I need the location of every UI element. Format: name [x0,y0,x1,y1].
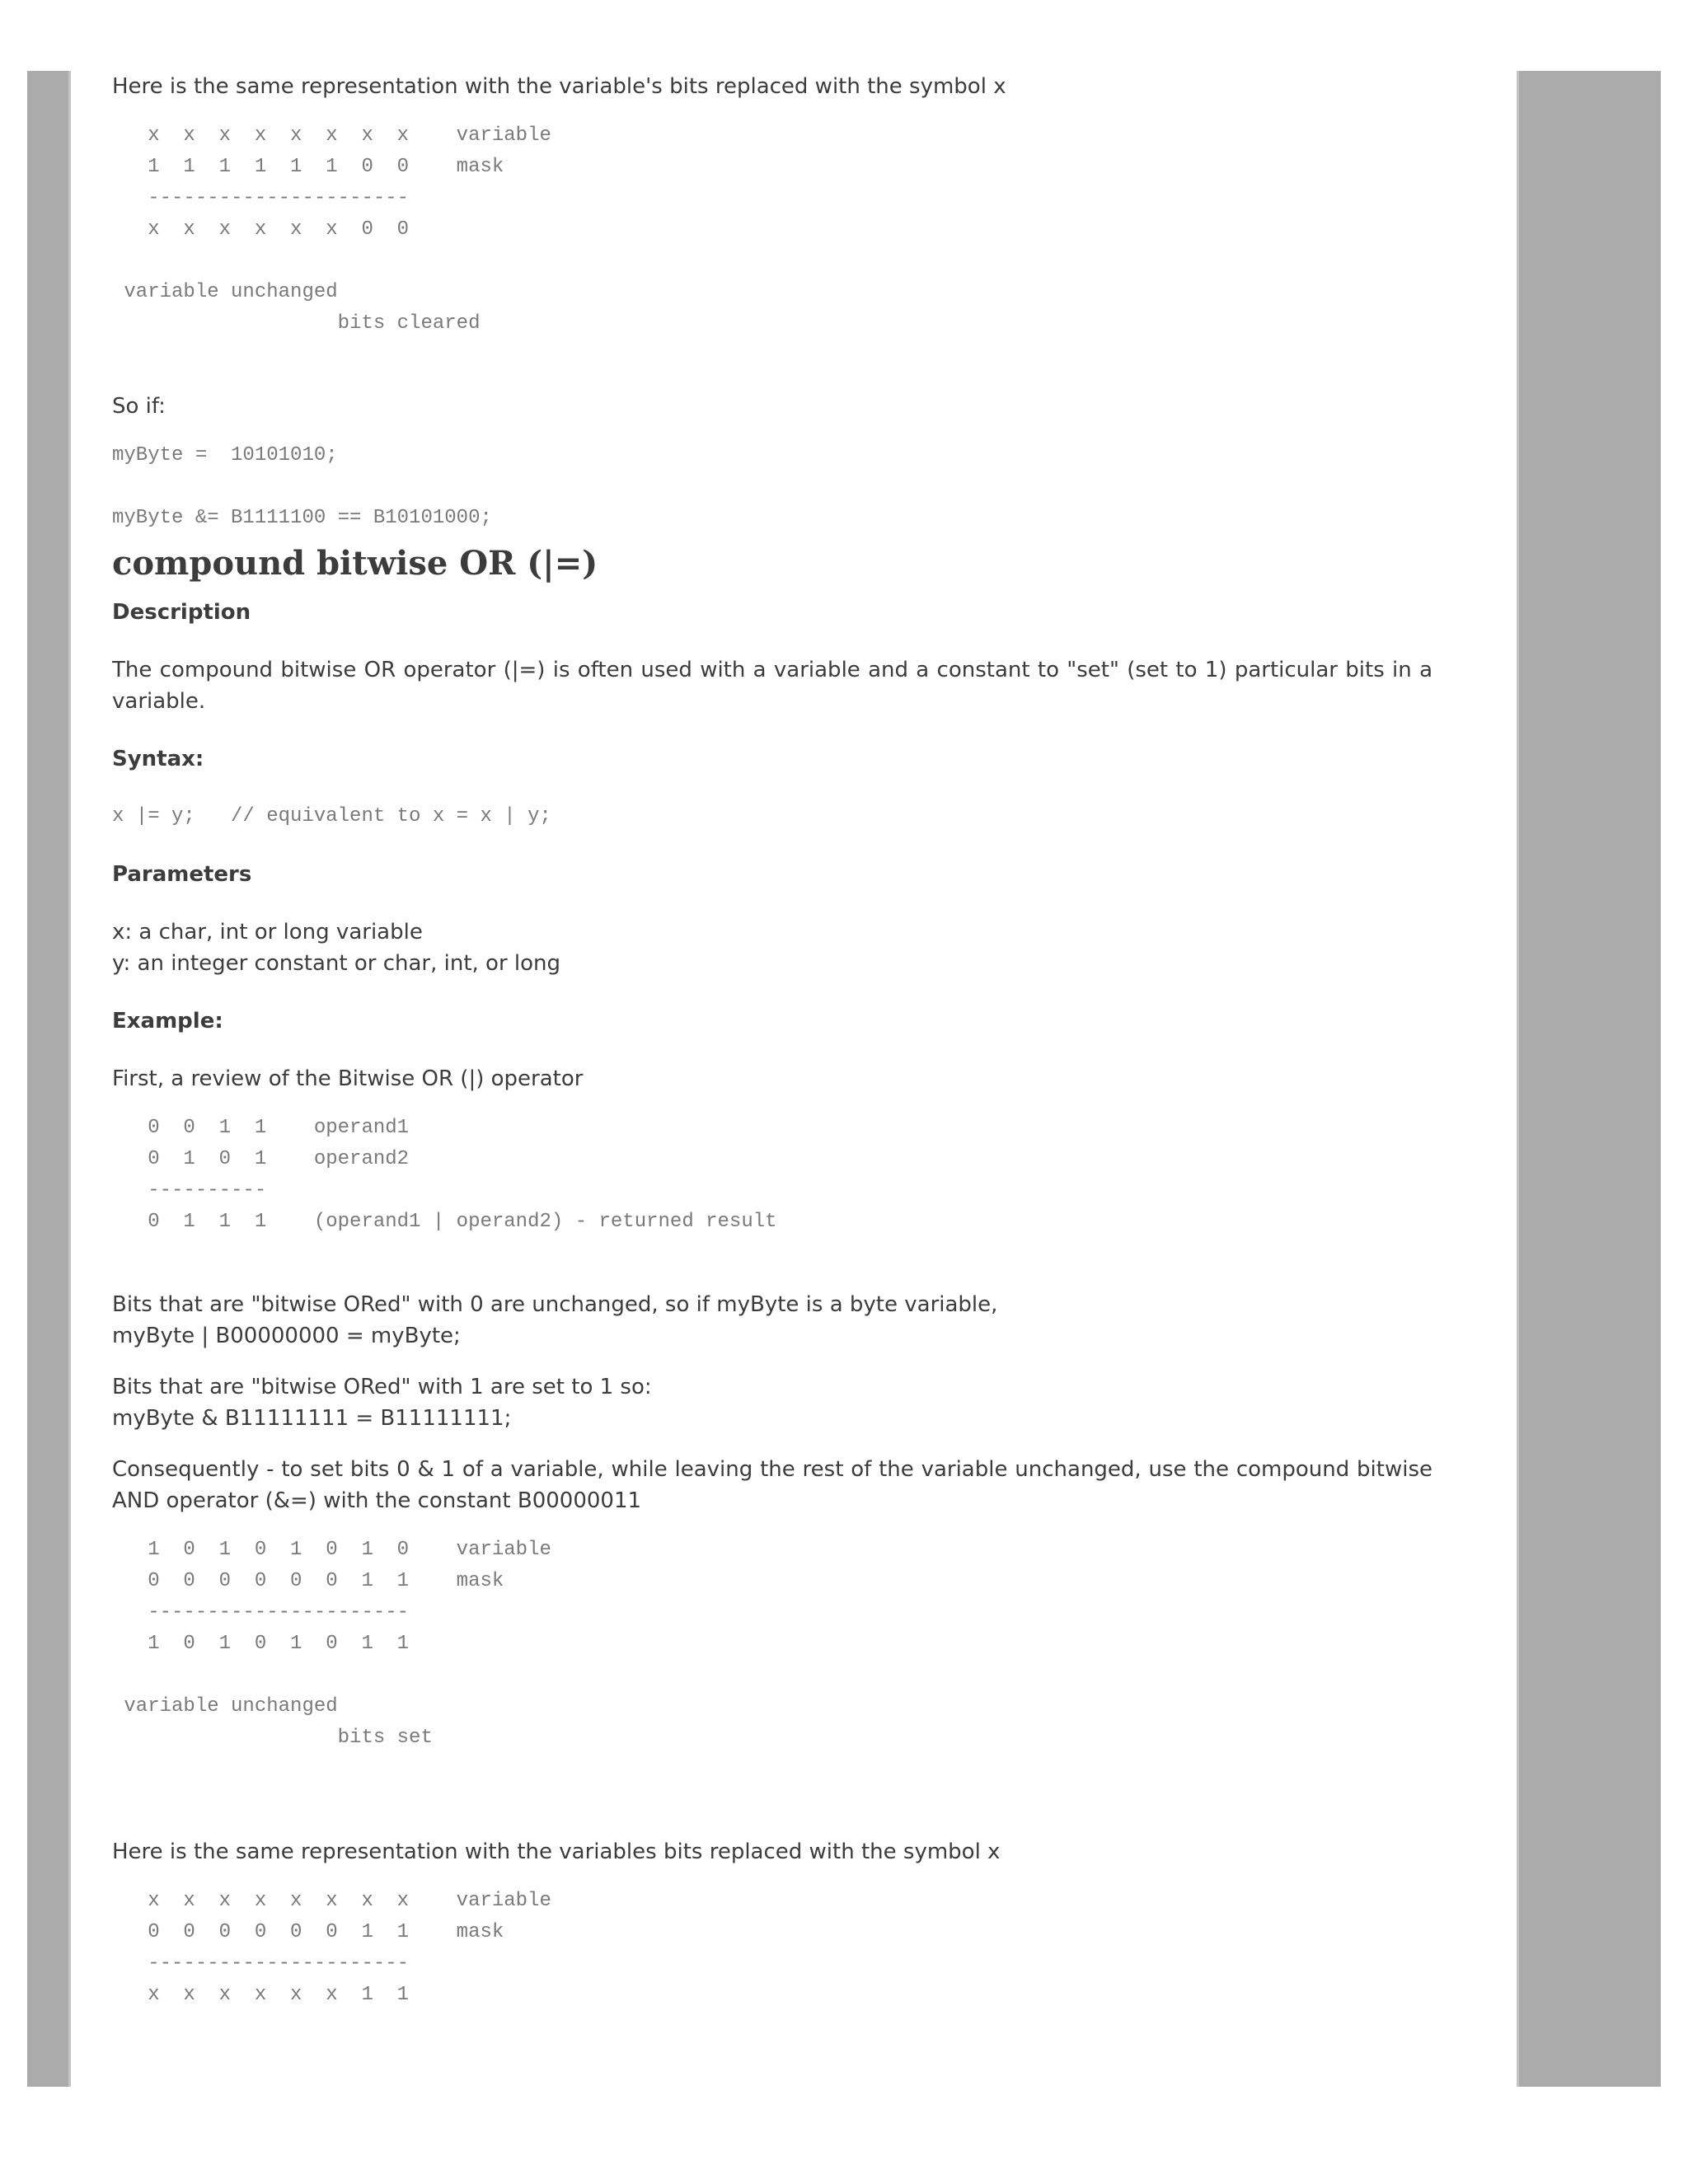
code-mybyte-assign: myByte = 10101010; [112,444,338,466]
section-title: compound bitwise OR (|=) [112,544,598,583]
document-content [112,71,1432,2011]
one-text-1: Bits that are "bitwise ORed" with 1 are set to 1 so: [112,1375,652,1399]
description-text: The compound bitwise OR operator (|=) is often used with a variable and a constant to "set" (set to 1) particular bits in a variable. [112,658,1432,714]
x-diagram: x x x x x x x x variable 0 0 0 0 0 0 1 1 mask ---------------------- x x x x x x 1 1 [148,1890,551,2006]
right-margin-bar [1517,71,1661,2087]
syntax-code: x |= y; // equivalent to x = x | y; [112,805,551,827]
consequently-text: Consequently - to set bits 0 & 1 of a variable, while leaving the rest of the variable unchanged, use the compound bitwise AND operator (&=) with the constant B00000011 [112,1457,1432,1513]
zero-text-1: Bits that are "bitwise ORed" with 0 are unchanged, so if myByte is a byte variable, [112,1292,998,1317]
parameters-heading: Parameters [112,862,252,887]
review-diagram: 0 0 1 1 operand1 0 1 0 1 operand2 ---------- 0 1 1 1 (operand1 | operand2) - returned result [148,1117,777,1233]
example-heading: Example: [112,1009,223,1033]
one-text-2: myByte & B11111111 = B11111111; [112,1406,512,1431]
and-x-legend: variable unchanged bits cleared [124,281,481,335]
left-margin-bar [27,71,71,2087]
param-x: x: a char, int or long variable [112,920,423,944]
set-legend: variable unchanged bits set [124,1695,433,1749]
description-heading: Description [112,600,251,625]
intro-x-representation: Here is the same representation with the variable's bits replaced with the symbol x [112,74,1006,99]
zero-text-2: myByte | B00000000 = myByte; [112,1324,461,1348]
code-mybyte-and: myByte &= B1111100 == B10101000; [112,507,492,529]
review-text: First, a review of the Bitwise OR (|) operator [112,1066,584,1091]
x-representation-text: Here is the same representation with the variables bits replaced with the symbol x [112,1840,1001,1864]
so-if-text: So if: [112,394,166,419]
syntax-heading: Syntax: [112,747,204,771]
param-y: y: an integer constant or char, int, or long [112,951,561,976]
and-x-diagram: x x x x x x x x variable 1 1 1 1 1 1 0 0 mask ---------------------- x x x x x x 0 0 [148,124,551,241]
set-diagram: 1 0 1 0 1 0 1 0 variable 0 0 0 0 0 0 1 1 mask ---------------------- 1 0 1 0 1 0 1 1 [148,1539,551,1655]
